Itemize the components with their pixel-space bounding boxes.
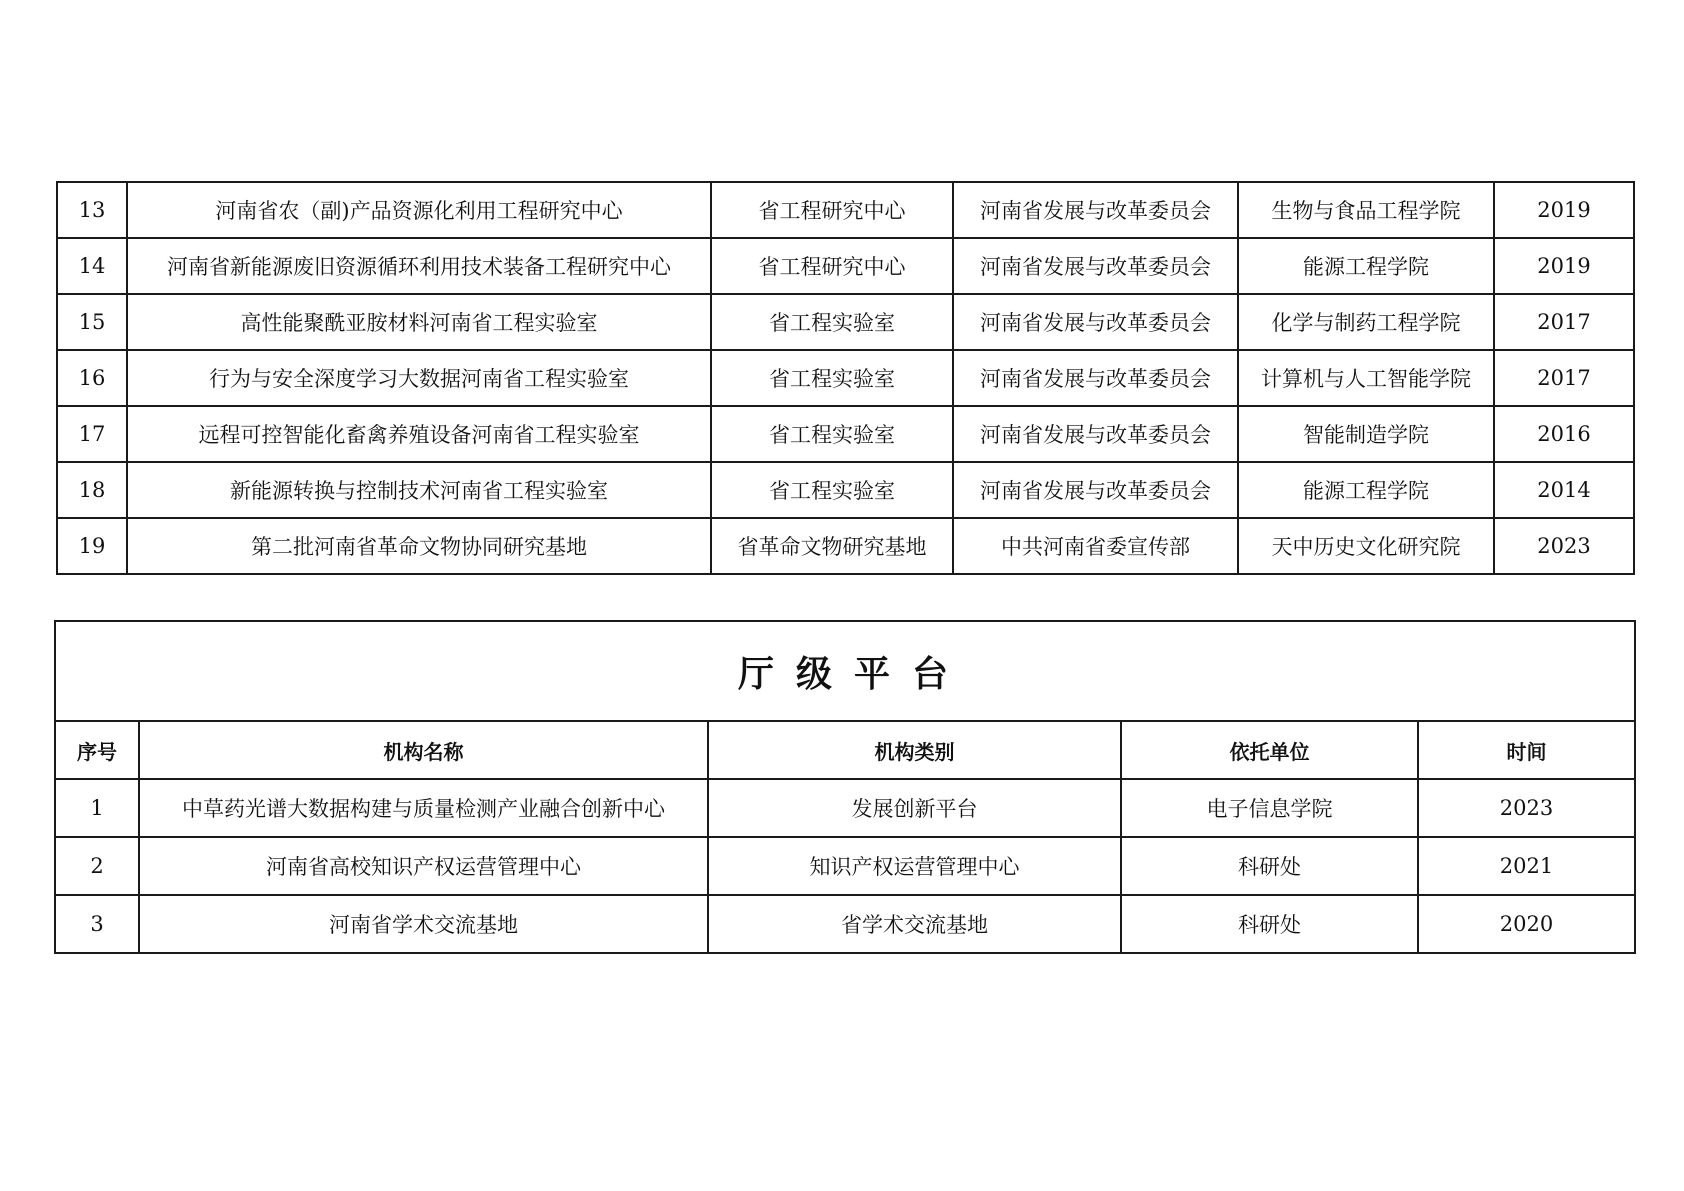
institution-name: 中草药光谱大数据构建与质量检测产业融合创新中心 bbox=[139, 779, 708, 837]
year: 2014 bbox=[1494, 462, 1634, 518]
row-number: 2 bbox=[55, 837, 139, 895]
year: 2021 bbox=[1418, 837, 1635, 895]
host-unit: 智能制造学院 bbox=[1238, 406, 1494, 462]
approving-department: 河南省发展与改革委员会 bbox=[953, 350, 1238, 406]
host-unit: 科研处 bbox=[1121, 895, 1418, 953]
institution-type: 省学术交流基地 bbox=[708, 895, 1121, 953]
institution-name: 河南省高校知识产权运营管理中心 bbox=[139, 837, 708, 895]
section-title-row bbox=[55, 621, 1635, 721]
year: 2016 bbox=[1494, 406, 1634, 462]
table-row bbox=[55, 895, 1635, 953]
institution-name: 第二批河南省革命文物协同研究基地 bbox=[127, 518, 711, 574]
approving-department: 河南省发展与改革委员会 bbox=[953, 182, 1238, 238]
column-header-name: 机构名称 bbox=[139, 721, 708, 779]
institution-name: 新能源转换与控制技术河南省工程实验室 bbox=[127, 462, 711, 518]
row-number: 14 bbox=[57, 238, 127, 294]
host-unit: 化学与制药工程学院 bbox=[1238, 294, 1494, 350]
approving-department: 中共河南省委宣传部 bbox=[953, 518, 1238, 574]
institution-type: 省工程研究中心 bbox=[711, 238, 953, 294]
institution-name: 远程可控智能化畜禽养殖设备河南省工程实验室 bbox=[127, 406, 711, 462]
row-number: 1 bbox=[55, 779, 139, 837]
host-unit: 科研处 bbox=[1121, 837, 1418, 895]
institution-name: 河南省学术交流基地 bbox=[139, 895, 708, 953]
host-unit: 能源工程学院 bbox=[1238, 462, 1494, 518]
year: 2019 bbox=[1494, 182, 1634, 238]
approving-department: 河南省发展与改革委员会 bbox=[953, 238, 1238, 294]
host-unit: 天中历史文化研究院 bbox=[1238, 518, 1494, 574]
approving-department: 河南省发展与改革委员会 bbox=[953, 294, 1238, 350]
department-platform-table bbox=[54, 620, 1636, 954]
upper-platform-table bbox=[56, 181, 1635, 575]
row-number: 15 bbox=[57, 294, 127, 350]
year: 2017 bbox=[1494, 350, 1634, 406]
institution-type: 发展创新平台 bbox=[708, 779, 1121, 837]
column-header-year: 时间 bbox=[1418, 721, 1635, 779]
header-row bbox=[55, 721, 1635, 779]
table-row bbox=[55, 779, 1635, 837]
row-number: 19 bbox=[57, 518, 127, 574]
institution-type: 省革命文物研究基地 bbox=[711, 518, 953, 574]
approving-department: 河南省发展与改革委员会 bbox=[953, 406, 1238, 462]
column-header-number: 序号 bbox=[55, 721, 139, 779]
host-unit: 电子信息学院 bbox=[1121, 779, 1418, 837]
institution-type: 省工程实验室 bbox=[711, 406, 953, 462]
year: 2017 bbox=[1494, 294, 1634, 350]
approving-department: 河南省发展与改革委员会 bbox=[953, 462, 1238, 518]
table-row bbox=[57, 406, 1634, 462]
institution-type: 省工程实验室 bbox=[711, 350, 953, 406]
institution-name: 高性能聚酰亚胺材料河南省工程实验室 bbox=[127, 294, 711, 350]
column-header-type: 机构类别 bbox=[708, 721, 1121, 779]
section-title: 厅级平台 bbox=[55, 621, 1635, 721]
institution-type: 省工程研究中心 bbox=[711, 182, 953, 238]
row-number: 17 bbox=[57, 406, 127, 462]
table-row bbox=[57, 350, 1634, 406]
table-row bbox=[57, 238, 1634, 294]
row-number: 13 bbox=[57, 182, 127, 238]
institution-name: 行为与安全深度学习大数据河南省工程实验室 bbox=[127, 350, 711, 406]
institution-name: 河南省新能源废旧资源循环利用技术装备工程研究中心 bbox=[127, 238, 711, 294]
year: 2019 bbox=[1494, 238, 1634, 294]
host-unit: 生物与食品工程学院 bbox=[1238, 182, 1494, 238]
institution-type: 知识产权运营管理中心 bbox=[708, 837, 1121, 895]
table-row bbox=[57, 518, 1634, 574]
table-row bbox=[57, 462, 1634, 518]
institution-type: 省工程实验室 bbox=[711, 294, 953, 350]
host-unit: 能源工程学院 bbox=[1238, 238, 1494, 294]
row-number: 18 bbox=[57, 462, 127, 518]
row-number: 16 bbox=[57, 350, 127, 406]
table-row bbox=[55, 837, 1635, 895]
host-unit: 计算机与人工智能学院 bbox=[1238, 350, 1494, 406]
column-header-unit: 依托单位 bbox=[1121, 721, 1418, 779]
institution-name: 河南省农（副)产品资源化利用工程研究中心 bbox=[127, 182, 711, 238]
institution-type: 省工程实验室 bbox=[711, 462, 953, 518]
year: 2023 bbox=[1494, 518, 1634, 574]
table-row bbox=[57, 294, 1634, 350]
table-row bbox=[57, 182, 1634, 238]
row-number: 3 bbox=[55, 895, 139, 953]
year: 2020 bbox=[1418, 895, 1635, 953]
year: 2023 bbox=[1418, 779, 1635, 837]
